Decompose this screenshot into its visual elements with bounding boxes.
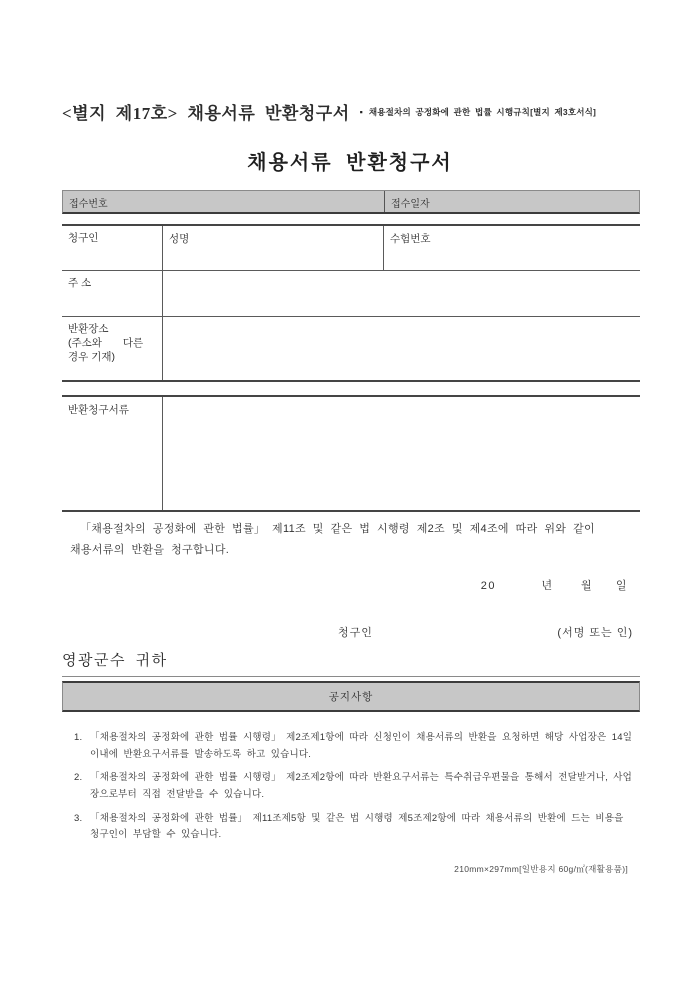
paper-spec-footer: 210mm×297mm[일반용지 60g/㎡(재활용품)] (454, 864, 628, 874)
form-title: 채용서류 반환청구서 (247, 152, 453, 174)
list-item (74, 811, 634, 844)
return-place-label-line1: 반환장소 (68, 323, 109, 335)
notice-item-number: 3. (74, 812, 83, 824)
name-label: 성명 (169, 233, 190, 245)
horizontal-divider (62, 676, 640, 677)
signer-claimant-label: 청구인 (338, 627, 373, 639)
table-row (62, 271, 640, 317)
name-field[interactable] (163, 226, 384, 270)
return-place-field[interactable] (163, 317, 640, 380)
signature-or-seal-note[interactable]: (서명 또는 인) (557, 627, 633, 639)
list-item (74, 730, 634, 763)
declaration-line2: 채용서류의 반환을 청구합니다. (70, 544, 230, 556)
notice-item-number: 1. (74, 732, 83, 743)
table-row (62, 317, 640, 380)
notice-list (74, 730, 634, 851)
return-documents-table (62, 395, 640, 512)
exam-number-field[interactable] (384, 226, 640, 270)
return-place-label (62, 317, 163, 380)
notice-item-text: 「채용절차의 공정화에 관한 법률」 제11조제5항 및 같은 법 시행령 제5조제2항에 따라 채용서류의 반환에 드는 비용을 청구인이 부담할 수 있습니다. (90, 812, 624, 841)
exam-number-label: 수험번호 (390, 233, 431, 245)
receipt-number-cell[interactable] (63, 191, 385, 212)
attachment-number-label: <별지 제17호> 채용서류 반환청구서 (62, 104, 350, 123)
document-header (62, 99, 640, 124)
notice-item-text: 「채용절차의 공정화에 관한 법률 시행령」 제2조제2항에 따라 반환요구서류는 특수취급우편물을 통해서 전달받거나, 사업장으로부터 직접 전달받을 수 있습니다. (90, 772, 633, 800)
return-documents-field[interactable] (163, 397, 640, 510)
date-line[interactable]: 20 년 월 일 (480, 580, 628, 592)
receipt-header-row (62, 190, 640, 214)
address-label: 주 소 (62, 271, 163, 316)
return-documents-label: 반환청구서류 (62, 397, 163, 510)
receipt-date-cell[interactable] (385, 191, 639, 212)
notice-item-text: 「채용절차의 공정화에 관한 법률 시행령」 제2조제1항에 따라 신청인이 채용서류의 반환을 요청하면 해당 사업장은 14일 이내에 반환요구서류를 발송하도록 하고 있습니다. (90, 732, 633, 760)
square-bullet-icon: ▪ (359, 106, 363, 117)
address-field[interactable] (163, 271, 640, 316)
notice-title: 공지사항 (328, 691, 374, 703)
receipt-number-label: 접수번호 (69, 199, 108, 210)
notice-item-number: 2. (74, 772, 83, 784)
applicant-table (62, 224, 640, 382)
return-place-label-line3: 경우 기재) (68, 351, 115, 363)
table-row (62, 226, 640, 271)
declaration-line1: 「채용절차의 공정화에 관한 법률」 제11조 및 같은 법 시행령 제2조 및 제4조에 따라 위와 같이 (80, 523, 595, 535)
receipt-date-label: 접수일자 (391, 199, 430, 210)
legal-basis-note: 채용절차의 공정화에 관한 법률 시행규칙[별지 제3호서식] (368, 106, 597, 117)
return-place-label-line2: (주소와 다른 (68, 337, 144, 349)
declaration-paragraph (70, 519, 636, 561)
notice-section-header (62, 681, 640, 712)
recipient-line: 영광군수 귀하 (62, 652, 168, 669)
list-item (74, 770, 634, 803)
claimant-label: 청구인 (62, 226, 163, 270)
